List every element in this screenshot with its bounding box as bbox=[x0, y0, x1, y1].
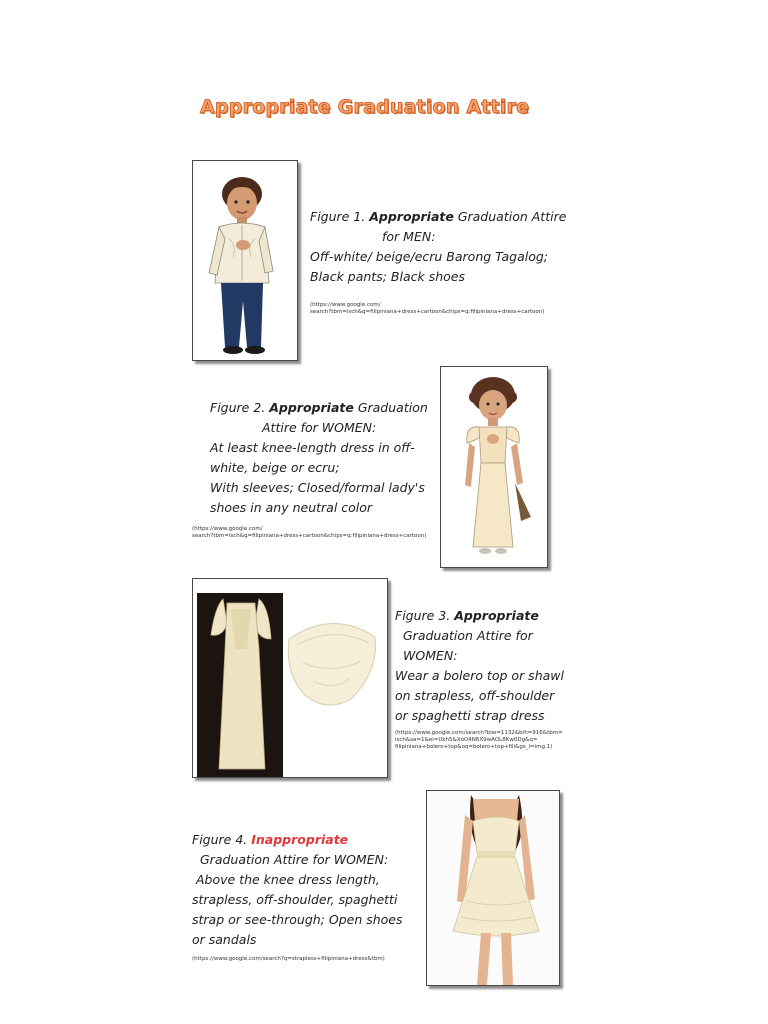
source-line: (https://www.google.com/search?q=strapless+filipiniana+dress&tbm) bbox=[192, 956, 385, 962]
page-title: Appropriate Graduation Attire bbox=[200, 96, 530, 118]
figure-3-caption bbox=[395, 606, 564, 726]
figure-1-line: Black pants; Black shoes bbox=[310, 269, 465, 284]
figure-2-line: With sleeves; Closed/formal lady's bbox=[210, 480, 425, 495]
figure-2-line: white, beige or ecru; bbox=[210, 460, 340, 475]
figure-4-line: Graduation Attire for WOMEN: bbox=[200, 852, 389, 867]
figure-4-line: Above the knee dress length, bbox=[196, 872, 380, 887]
figure-2-emphasis: Appropriate bbox=[269, 400, 354, 415]
figure-1-source bbox=[310, 302, 544, 316]
short-strapless-dress-photo bbox=[427, 791, 559, 985]
figure-3-line: WOMEN: bbox=[403, 648, 458, 663]
figure-2-line: Attire for WOMEN: bbox=[262, 420, 377, 435]
figure-4-line: strap or see-through; Open shoes bbox=[192, 912, 403, 927]
figure-2-image-frame bbox=[440, 366, 548, 568]
source-line: isch&sa=1&ei=Ukh5&XoO4N6X9wAOL8Kw0Dg&q= bbox=[395, 737, 538, 743]
figure-3-image-frame bbox=[192, 578, 388, 778]
figure-3-line: on strapless, off-shoulder bbox=[395, 688, 555, 703]
figure-4-caption bbox=[192, 830, 403, 950]
figure-3-emphasis: Appropriate bbox=[454, 608, 539, 623]
source-line: filipiniana+bolero+top&oq=bolero+top+fili&gs_l=img.1) bbox=[395, 744, 553, 750]
figure-1-label: Figure 1. bbox=[310, 209, 366, 224]
figure-3-label: Figure 3. bbox=[395, 608, 451, 623]
figure-2-caption bbox=[210, 398, 428, 518]
figure-2-heading bbox=[210, 398, 428, 418]
figure-1-emphasis: Appropriate bbox=[369, 209, 454, 224]
figure-4-image-frame bbox=[426, 790, 560, 986]
figure-3-line: Wear a bolero top or shawl bbox=[395, 668, 564, 683]
bolero-shawl-photo bbox=[193, 579, 387, 777]
figure-1-heading-rest: Graduation Attire bbox=[453, 209, 567, 224]
figure-2-label: Figure 2. bbox=[210, 400, 266, 415]
source-line: search?tbm=isch&q=filipiniana+dress+cartoon&chips=q:filipiniana+dress+cartoon) bbox=[310, 309, 545, 315]
figure-1-image-frame bbox=[192, 160, 298, 361]
source-line: (https://www.google.com/ bbox=[310, 302, 381, 308]
figure-1-caption bbox=[310, 207, 566, 287]
figure-2-heading-rest: Graduation bbox=[353, 400, 428, 415]
figure-4-line: strapless, off-shoulder, spaghetti bbox=[192, 892, 398, 907]
figure-3-source bbox=[395, 730, 563, 751]
figure-3-line: Graduation Attire for bbox=[403, 628, 533, 643]
figure-3-heading bbox=[395, 606, 564, 626]
figure-4-source bbox=[192, 956, 385, 963]
figure-4-label: Figure 4. bbox=[192, 832, 248, 847]
source-line: search?tbm=isch&q=filipiniana+dress+cartoon&chips=q:filipiniana+dress+cartoon) bbox=[192, 533, 427, 539]
figure-1-line: for MEN: bbox=[382, 229, 436, 244]
figure-2-line: At least knee-length dress in off- bbox=[210, 440, 415, 455]
figure-4-line: or sandals bbox=[192, 932, 257, 947]
figure-3-line: or spaghetti strap dress bbox=[395, 708, 545, 723]
figure-4-heading bbox=[192, 830, 403, 850]
figure-1-heading bbox=[310, 207, 566, 227]
figure-1-line: Off-white/ beige/ecru Barong Tagalog; bbox=[310, 249, 548, 264]
filipiniana-woman-illustration bbox=[441, 367, 547, 567]
source-line: (https://www.google.com/search?biw=1132&bih=916&tbm= bbox=[395, 730, 563, 736]
figure-2-line: shoes in any neutral color bbox=[210, 500, 373, 515]
barong-man-illustration bbox=[193, 161, 297, 360]
figure-2-source bbox=[192, 526, 426, 540]
figure-4-emphasis: Inappropriate bbox=[251, 832, 349, 847]
source-line: (https://www.google.com/ bbox=[192, 526, 263, 532]
